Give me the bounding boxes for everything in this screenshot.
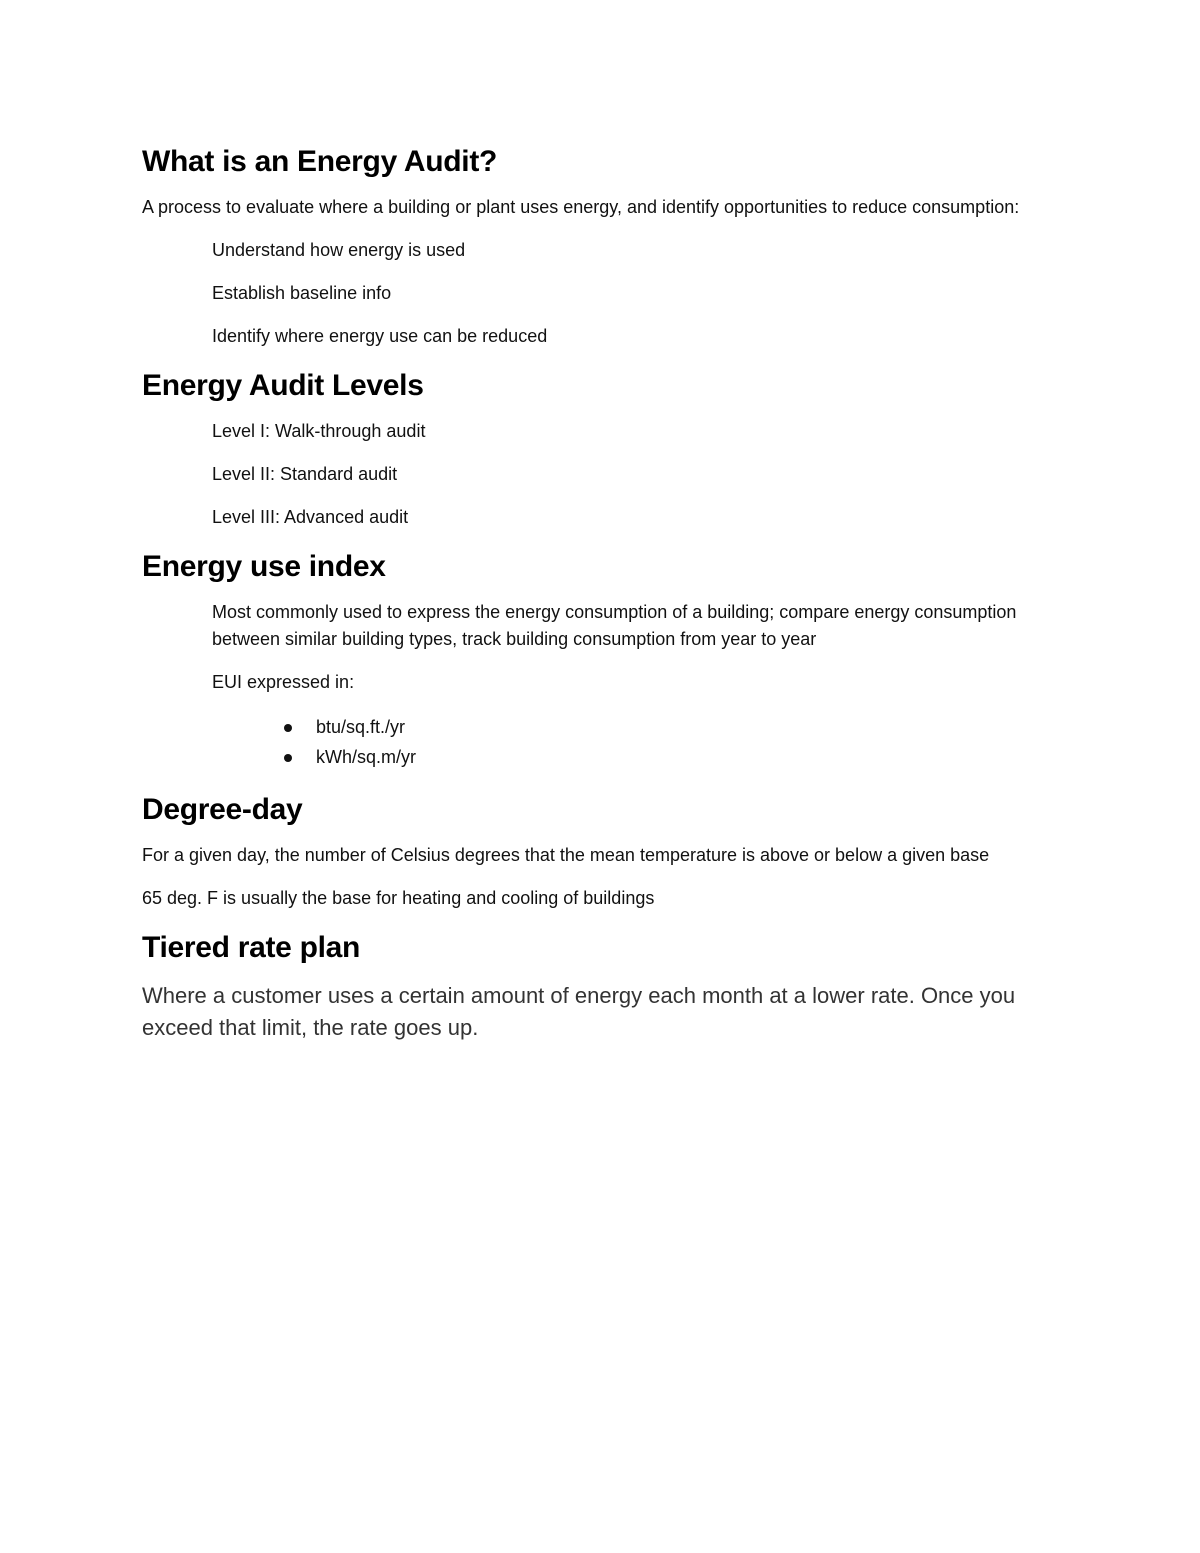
energy-audit-item: Understand how energy is used bbox=[212, 240, 466, 260]
eui-units-list bbox=[212, 712, 1062, 772]
audit-level-item: Level III: Advanced audit bbox=[212, 507, 409, 527]
audit-level-item: Level I: Walk-through audit bbox=[212, 421, 426, 441]
bullet-icon bbox=[284, 724, 292, 732]
section-degree-day bbox=[142, 790, 1062, 912]
energy-audit-item: Identify where energy use can be reduced bbox=[212, 326, 548, 346]
energy-audit-intro: A process to evaluate where a building or plant uses energy, and identify opportunities to reduce consumption: bbox=[142, 197, 1020, 217]
document-body bbox=[142, 142, 1062, 1060]
audit-level-item: Level II: Standard audit bbox=[212, 464, 398, 484]
heading-energy-audit: What is an Energy Audit? bbox=[142, 145, 498, 178]
list-item bbox=[212, 712, 1062, 742]
bullet-icon bbox=[284, 754, 292, 762]
eui-unit: kWh/sq.m/yr bbox=[316, 747, 417, 767]
eui-description: Most commonly used to express the energy consumption of a building; compare energy consumption between similar building types, track building consumption from year to year bbox=[212, 602, 1017, 649]
heading-tiered-rate-plan: Tiered rate plan bbox=[142, 931, 361, 964]
degree-day-definition: For a given day, the number of Celsius degrees that the mean temperature is above or below a given base bbox=[142, 845, 990, 865]
section-energy-use-index bbox=[142, 547, 1062, 772]
heading-energy-use-index: Energy use index bbox=[142, 550, 386, 583]
degree-day-note: 65 deg. F is usually the base for heating and cooling of buildings bbox=[142, 888, 655, 908]
eui-unit: btu/sq.ft./yr bbox=[316, 717, 406, 737]
list-item bbox=[212, 742, 1062, 772]
section-tiered-rate-plan bbox=[142, 928, 1062, 1044]
energy-audit-item: Establish baseline info bbox=[212, 283, 392, 303]
heading-degree-day: Degree-day bbox=[142, 793, 303, 826]
section-energy-audit bbox=[142, 142, 1062, 350]
eui-label: EUI expressed in: bbox=[212, 672, 355, 692]
section-audit-levels bbox=[142, 366, 1062, 531]
heading-audit-levels: Energy Audit Levels bbox=[142, 369, 424, 402]
tiered-rate-definition: Where a customer uses a certain amount of energy each month at a lower rate. Once you exceed that limit, the rate goes up. bbox=[142, 983, 1016, 1040]
